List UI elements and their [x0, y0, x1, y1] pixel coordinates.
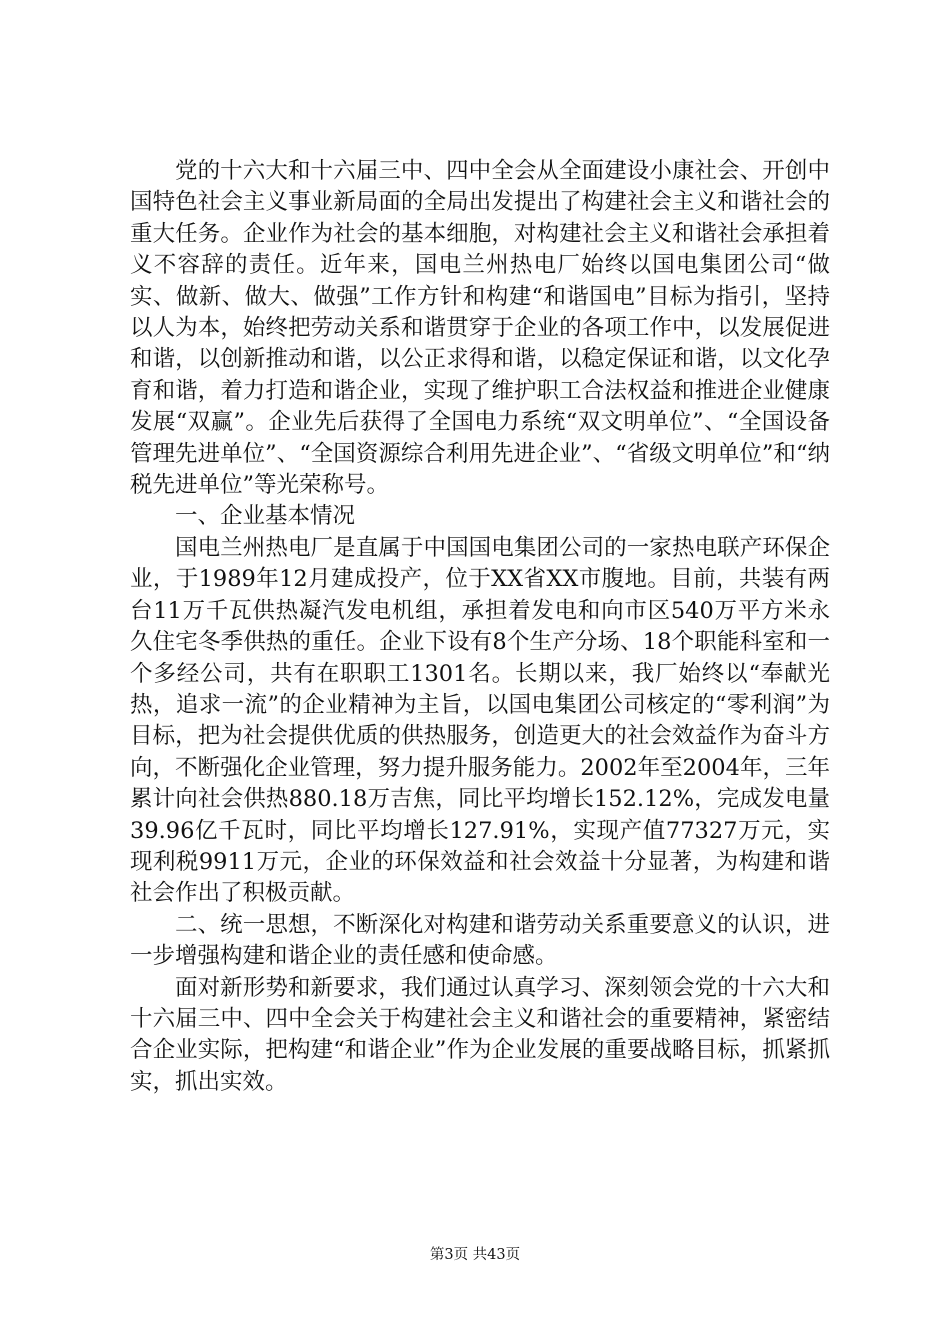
paragraph-basic-info: 国电兰州热电厂是直属于中国国电集团公司的一家热电联产环保企业，于1989年12月建成投产，位于XX省XX市腹地。目前，共装有两台11万千瓦供热凝汽发电机组，承担着发电和向市区540万平方米永久住宅冬季供热的重任。企业下设有8个生产分场、18个职能科室和一个多经公司，共有在职职工1301名。长期以来，我厂始终以“奉献光热，追求一流”的企业精神为主旨，以国电集团公司核定的“零利润”为目标，把为社会提供优质的供热服务，创造更大的社会效益作为奋斗方向，不断强化企业管理，努力提升服务能力。2002年至2004年，三年累计向社会供热880.18万吉焦，同比平均增长152.12%，完成发电量39.96亿千瓦时，同比平均增长127.91%，实现产值77327万元，实现利税9911万元，企业的环保效益和社会效益十分显著，为构建和谐社会作出了积极贡献。 — [130, 534, 830, 907]
paragraph-new-situation: 面对新形势和新要求，我们通过认真学习、深刻领会党的十六大和十六届三中、四中全会关于构建社会主义和谐社会的重要精神，紧密结合企业实际，把构建“和谐企业”作为企业发展的重要战略目标，抓紧抓实，抓出实效。 — [130, 974, 830, 1095]
section-heading-1: 一、企业基本情况 — [175, 503, 356, 530]
document-body — [130, 156, 830, 1098]
section-heading-2: 二、统一思想，不断深化对构建和谐劳动关系重要意义的认识，进一步增强构建和谐企业的责任感和使命感。 — [130, 911, 830, 970]
paragraph-intro: 党的十六大和十六届三中、四中全会从全面建设小康社会、开创中国特色社会主义事业新局面的全局出发提出了构建社会主义和谐社会的重大任务。企业作为社会的基本细胞，对构建社会主义和谐社会承担着义不容辞的责任。近年来，国电兰州热电厂始终以国电集团公司“做实、做新、做大、做强”工作方针和构建“和谐国电”目标为指引，坚持以人为本，始终把劳动关系和谐贯穿于企业的各项工作中，以发展促进和谐，以创新推动和谐，以公正求得和谐，以稳定保证和谐，以文化孕育和谐，着力打造和谐企业，实现了维护职工合法权益和推进企业健康发展“双赢”。企业先后获得了全国电力系统“双文明单位”、“全国设备管理先进单位”、“全国资源综合利用先进企业”、“省级文明单位”和“纳税先进单位”等光荣称号。 — [130, 158, 830, 499]
page-number-footer: 第3页 共43页 — [429, 1247, 521, 1263]
